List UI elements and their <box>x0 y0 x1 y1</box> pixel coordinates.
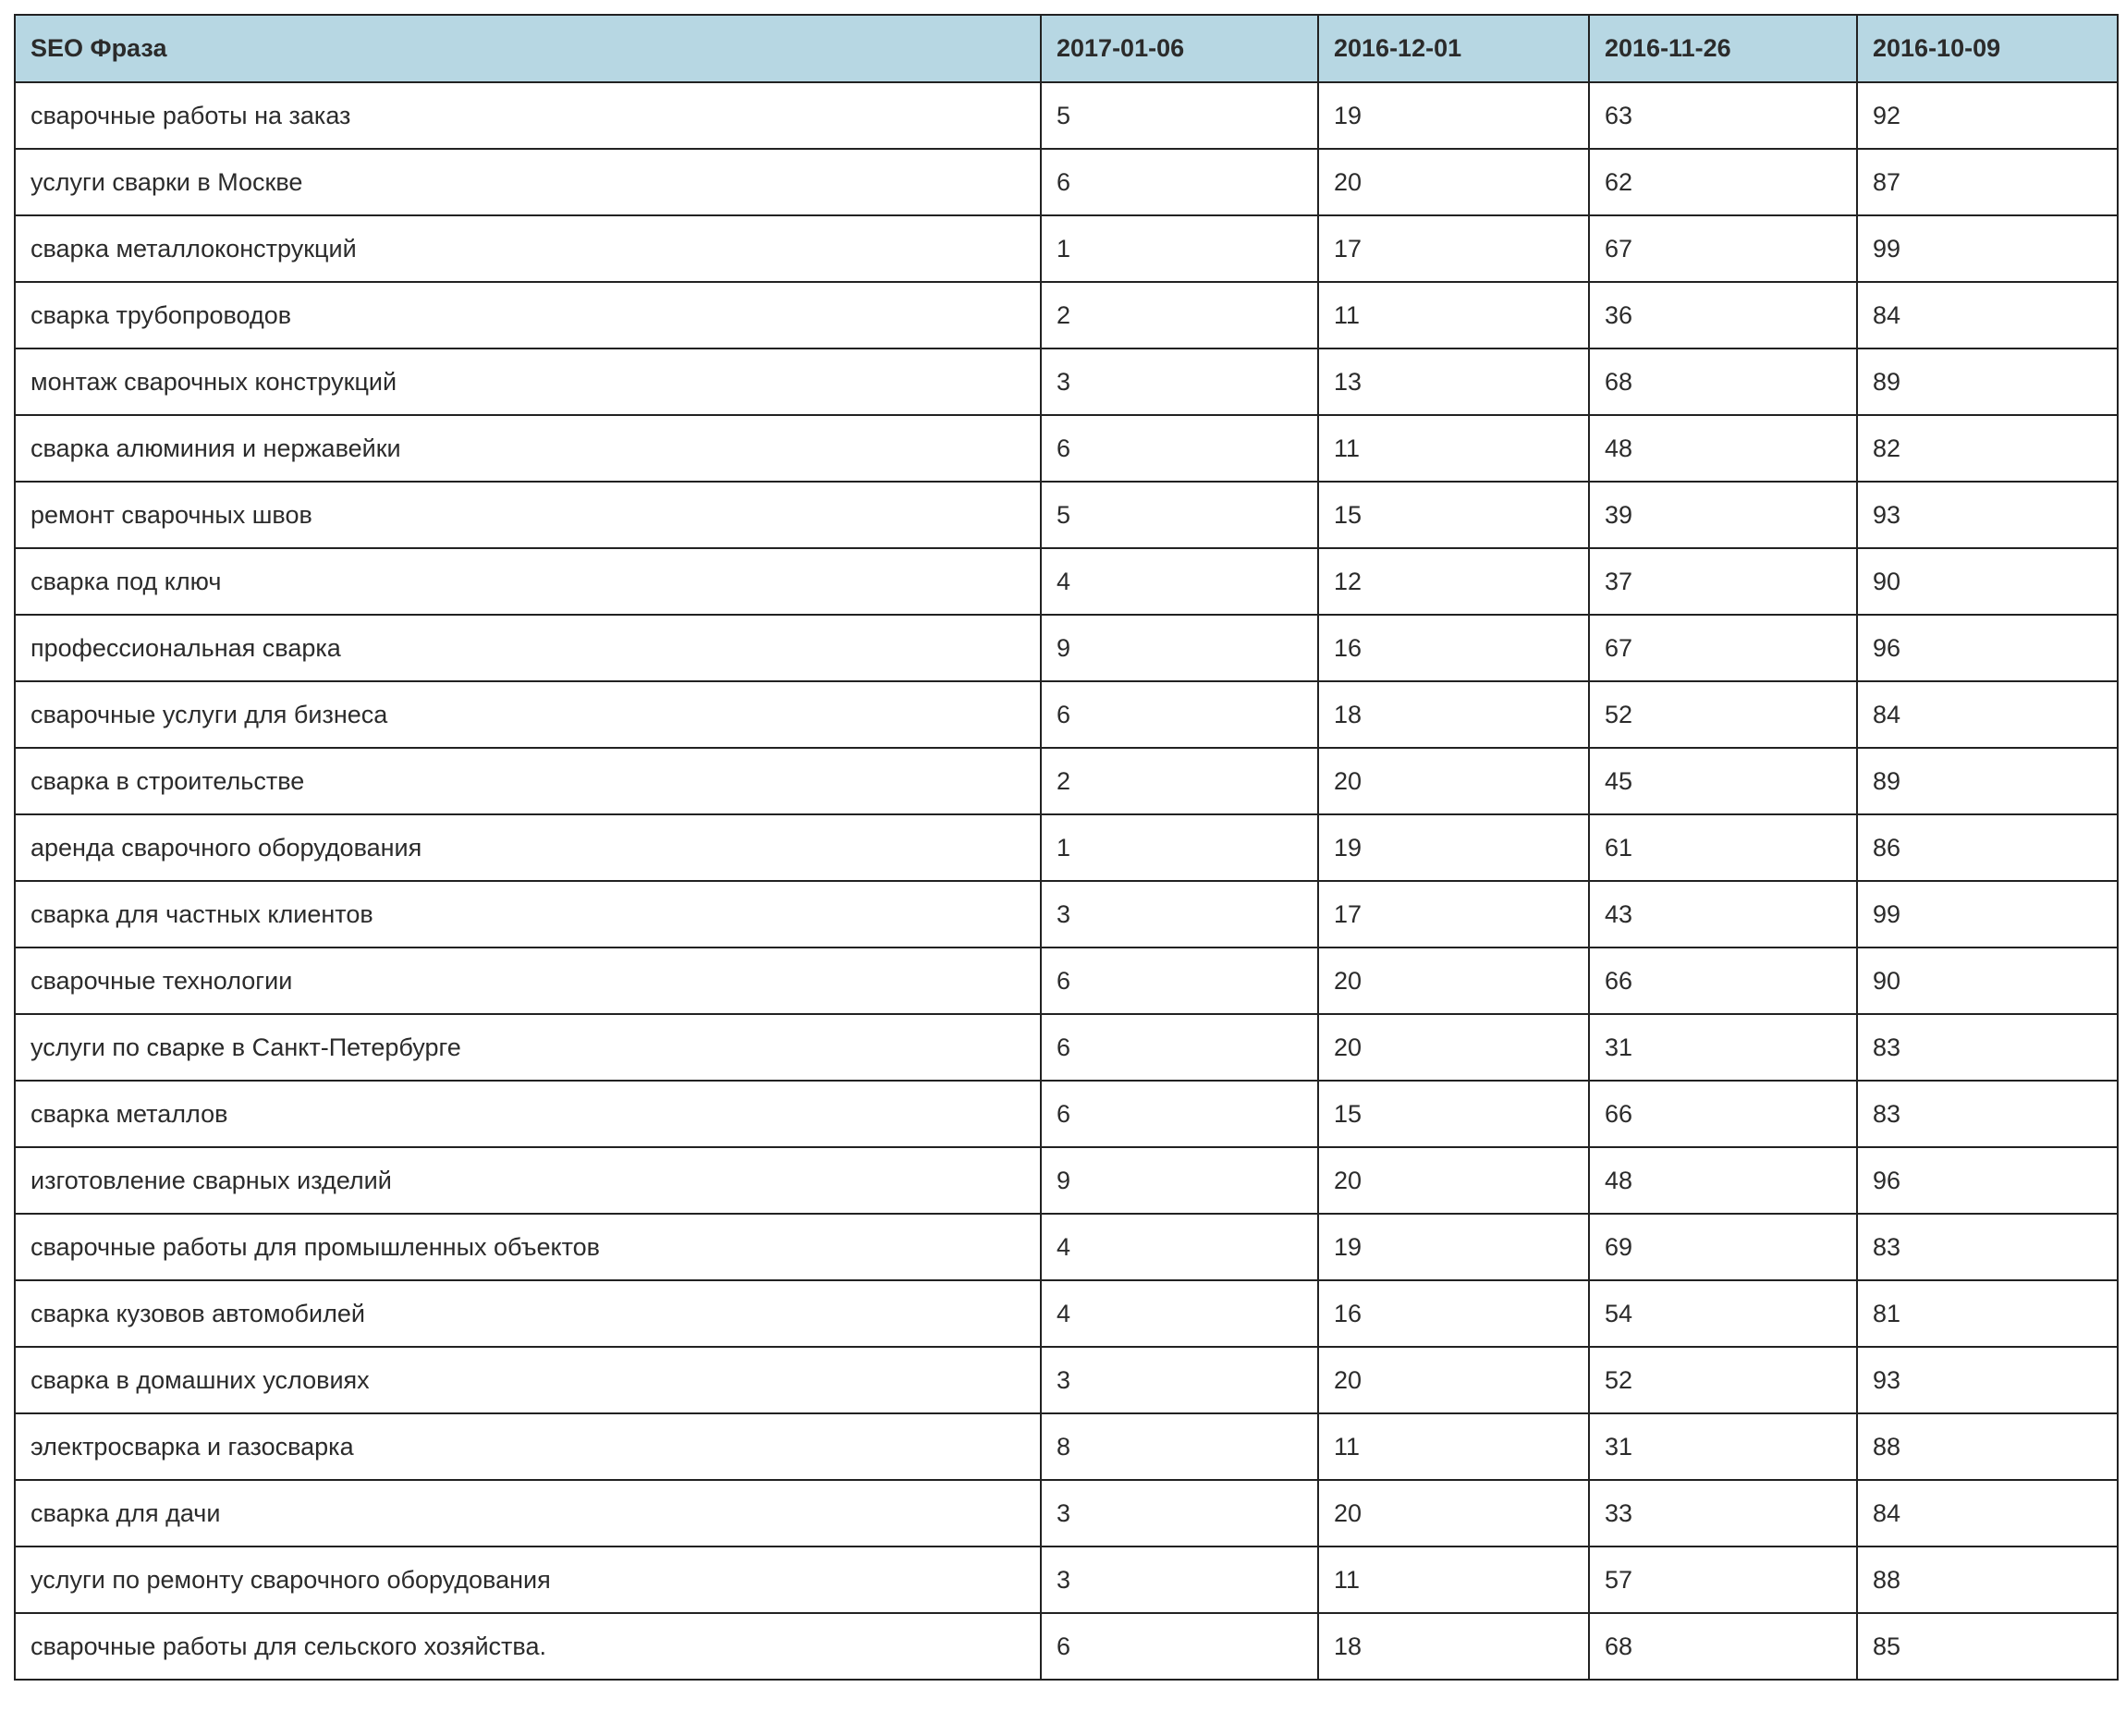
position-cell-date-2: 15 <box>1318 1081 1589 1147</box>
table-row <box>15 1613 2118 1680</box>
table-row <box>15 82 2118 149</box>
table-row <box>15 415 2118 482</box>
position-cell-date-4: 96 <box>1857 615 2118 681</box>
position-cell-date-4: 88 <box>1857 1413 2118 1480</box>
phrase-cell: услуги сварки в Москве <box>15 149 1041 215</box>
table-row <box>15 1280 2118 1347</box>
position-cell-date-1: 3 <box>1041 1347 1318 1413</box>
position-cell-date-4: 83 <box>1857 1081 2118 1147</box>
position-cell-date-2: 20 <box>1318 748 1589 814</box>
position-cell-date-3: 39 <box>1589 482 1857 548</box>
position-cell-date-3: 63 <box>1589 82 1857 149</box>
position-cell-date-1: 2 <box>1041 748 1318 814</box>
position-cell-date-1: 3 <box>1041 1480 1318 1547</box>
position-cell-date-4: 96 <box>1857 1147 2118 1214</box>
phrase-cell: сварка кузовов автомобилей <box>15 1280 1041 1347</box>
phrase-cell: сварка в строительстве <box>15 748 1041 814</box>
position-cell-date-4: 93 <box>1857 482 2118 548</box>
position-cell-date-3: 52 <box>1589 1347 1857 1413</box>
position-cell-date-2: 16 <box>1318 615 1589 681</box>
position-cell-date-1: 6 <box>1041 681 1318 748</box>
position-cell-date-2: 17 <box>1318 215 1589 282</box>
position-cell-date-4: 90 <box>1857 947 2118 1014</box>
table-body <box>15 82 2118 1680</box>
position-cell-date-3: 54 <box>1589 1280 1857 1347</box>
position-cell-date-2: 20 <box>1318 149 1589 215</box>
table-row <box>15 215 2118 282</box>
position-cell-date-2: 20 <box>1318 1347 1589 1413</box>
position-cell-date-1: 6 <box>1041 1613 1318 1680</box>
position-cell-date-3: 37 <box>1589 548 1857 615</box>
table-row <box>15 1081 2118 1147</box>
phrase-cell: сварка металлоконструкций <box>15 215 1041 282</box>
position-cell-date-3: 57 <box>1589 1547 1857 1613</box>
position-cell-date-2: 18 <box>1318 681 1589 748</box>
phrase-cell: электросварка и газосварка <box>15 1413 1041 1480</box>
position-cell-date-1: 1 <box>1041 814 1318 881</box>
table-row <box>15 947 2118 1014</box>
table-row <box>15 1347 2118 1413</box>
position-cell-date-1: 6 <box>1041 1014 1318 1081</box>
table-row <box>15 149 2118 215</box>
position-cell-date-3: 52 <box>1589 681 1857 748</box>
position-cell-date-3: 68 <box>1589 348 1857 415</box>
position-cell-date-1: 6 <box>1041 415 1318 482</box>
position-cell-date-3: 33 <box>1589 1480 1857 1547</box>
header-date-4: 2016-10-09 <box>1857 15 2118 82</box>
position-cell-date-2: 20 <box>1318 1147 1589 1214</box>
table-row <box>15 681 2118 748</box>
position-cell-date-4: 84 <box>1857 282 2118 348</box>
phrase-cell: сварка в домашних условиях <box>15 1347 1041 1413</box>
phrase-cell: услуги по ремонту сварочного оборудования <box>15 1547 1041 1613</box>
phrase-cell: сварка для дачи <box>15 1480 1041 1547</box>
phrase-cell: сварка алюминия и нержавейки <box>15 415 1041 482</box>
position-cell-date-2: 19 <box>1318 82 1589 149</box>
phrase-cell: сварочные услуги для бизнеса <box>15 681 1041 748</box>
position-cell-date-3: 48 <box>1589 1147 1857 1214</box>
position-cell-date-2: 15 <box>1318 482 1589 548</box>
position-cell-date-2: 11 <box>1318 415 1589 482</box>
phrase-cell: сварочные технологии <box>15 947 1041 1014</box>
position-cell-date-1: 6 <box>1041 149 1318 215</box>
header-row <box>15 15 2118 82</box>
position-cell-date-4: 81 <box>1857 1280 2118 1347</box>
table-row <box>15 1413 2118 1480</box>
position-cell-date-3: 66 <box>1589 947 1857 1014</box>
position-cell-date-2: 20 <box>1318 1480 1589 1547</box>
position-cell-date-4: 86 <box>1857 814 2118 881</box>
phrase-cell: услуги по сварке в Санкт-Петербурге <box>15 1014 1041 1081</box>
position-cell-date-4: 89 <box>1857 748 2118 814</box>
position-cell-date-2: 19 <box>1318 814 1589 881</box>
position-cell-date-4: 83 <box>1857 1214 2118 1280</box>
seo-table-container <box>14 14 2117 1681</box>
position-cell-date-3: 45 <box>1589 748 1857 814</box>
header-date-1: 2017-01-06 <box>1041 15 1318 82</box>
position-cell-date-1: 5 <box>1041 482 1318 548</box>
position-cell-date-1: 6 <box>1041 947 1318 1014</box>
phrase-cell: профессиональная сварка <box>15 615 1041 681</box>
position-cell-date-2: 17 <box>1318 881 1589 947</box>
position-cell-date-1: 4 <box>1041 548 1318 615</box>
position-cell-date-4: 92 <box>1857 82 2118 149</box>
position-cell-date-1: 9 <box>1041 615 1318 681</box>
position-cell-date-2: 12 <box>1318 548 1589 615</box>
position-cell-date-2: 11 <box>1318 282 1589 348</box>
position-cell-date-2: 19 <box>1318 1214 1589 1280</box>
position-cell-date-2: 11 <box>1318 1547 1589 1613</box>
table-row <box>15 1547 2118 1613</box>
position-cell-date-2: 18 <box>1318 1613 1589 1680</box>
position-cell-date-3: 48 <box>1589 415 1857 482</box>
table-row <box>15 1480 2118 1547</box>
phrase-cell: сварка для частных клиентов <box>15 881 1041 947</box>
position-cell-date-3: 67 <box>1589 215 1857 282</box>
phrase-cell: аренда сварочного оборудования <box>15 814 1041 881</box>
seo-positions-table <box>14 14 2119 1681</box>
position-cell-date-4: 82 <box>1857 415 2118 482</box>
table-row <box>15 615 2118 681</box>
table-row <box>15 548 2118 615</box>
position-cell-date-1: 3 <box>1041 881 1318 947</box>
phrase-cell: сварочные работы на заказ <box>15 82 1041 149</box>
position-cell-date-4: 87 <box>1857 149 2118 215</box>
position-cell-date-3: 68 <box>1589 1613 1857 1680</box>
position-cell-date-3: 66 <box>1589 1081 1857 1147</box>
position-cell-date-1: 9 <box>1041 1147 1318 1214</box>
phrase-cell: сварка под ключ <box>15 548 1041 615</box>
position-cell-date-4: 89 <box>1857 348 2118 415</box>
phrase-cell: сварочные работы для сельского хозяйства. <box>15 1613 1041 1680</box>
table-row <box>15 814 2118 881</box>
phrase-cell: сварка трубопроводов <box>15 282 1041 348</box>
table-row <box>15 282 2118 348</box>
position-cell-date-4: 84 <box>1857 1480 2118 1547</box>
table-row <box>15 1214 2118 1280</box>
position-cell-date-1: 3 <box>1041 1547 1318 1613</box>
phrase-cell: сварка металлов <box>15 1081 1041 1147</box>
phrase-cell: ремонт сварочных швов <box>15 482 1041 548</box>
header-phrase: SEO Фраза <box>15 15 1041 82</box>
table-row <box>15 1147 2118 1214</box>
position-cell-date-3: 61 <box>1589 814 1857 881</box>
table-row <box>15 482 2118 548</box>
position-cell-date-4: 84 <box>1857 681 2118 748</box>
position-cell-date-1: 2 <box>1041 282 1318 348</box>
position-cell-date-3: 31 <box>1589 1413 1857 1480</box>
position-cell-date-2: 11 <box>1318 1413 1589 1480</box>
position-cell-date-1: 6 <box>1041 1081 1318 1147</box>
position-cell-date-2: 16 <box>1318 1280 1589 1347</box>
table-row <box>15 1014 2118 1081</box>
table-row <box>15 348 2118 415</box>
table-row <box>15 748 2118 814</box>
position-cell-date-4: 99 <box>1857 215 2118 282</box>
position-cell-date-1: 4 <box>1041 1280 1318 1347</box>
position-cell-date-4: 90 <box>1857 548 2118 615</box>
table-row <box>15 881 2118 947</box>
phrase-cell: изготовление сварных изделий <box>15 1147 1041 1214</box>
position-cell-date-2: 20 <box>1318 947 1589 1014</box>
position-cell-date-3: 67 <box>1589 615 1857 681</box>
position-cell-date-1: 1 <box>1041 215 1318 282</box>
position-cell-date-3: 36 <box>1589 282 1857 348</box>
position-cell-date-4: 88 <box>1857 1547 2118 1613</box>
position-cell-date-2: 20 <box>1318 1014 1589 1081</box>
position-cell-date-1: 5 <box>1041 82 1318 149</box>
header-date-3: 2016-11-26 <box>1589 15 1857 82</box>
position-cell-date-4: 85 <box>1857 1613 2118 1680</box>
position-cell-date-3: 43 <box>1589 881 1857 947</box>
position-cell-date-1: 4 <box>1041 1214 1318 1280</box>
phrase-cell: монтаж сварочных конструкций <box>15 348 1041 415</box>
position-cell-date-1: 3 <box>1041 348 1318 415</box>
table-header <box>15 15 2118 82</box>
phrase-cell: сварочные работы для промышленных объектов <box>15 1214 1041 1280</box>
position-cell-date-4: 83 <box>1857 1014 2118 1081</box>
position-cell-date-3: 69 <box>1589 1214 1857 1280</box>
position-cell-date-4: 99 <box>1857 881 2118 947</box>
position-cell-date-1: 8 <box>1041 1413 1318 1480</box>
position-cell-date-3: 62 <box>1589 149 1857 215</box>
position-cell-date-2: 13 <box>1318 348 1589 415</box>
header-date-2: 2016-12-01 <box>1318 15 1589 82</box>
position-cell-date-4: 93 <box>1857 1347 2118 1413</box>
position-cell-date-3: 31 <box>1589 1014 1857 1081</box>
